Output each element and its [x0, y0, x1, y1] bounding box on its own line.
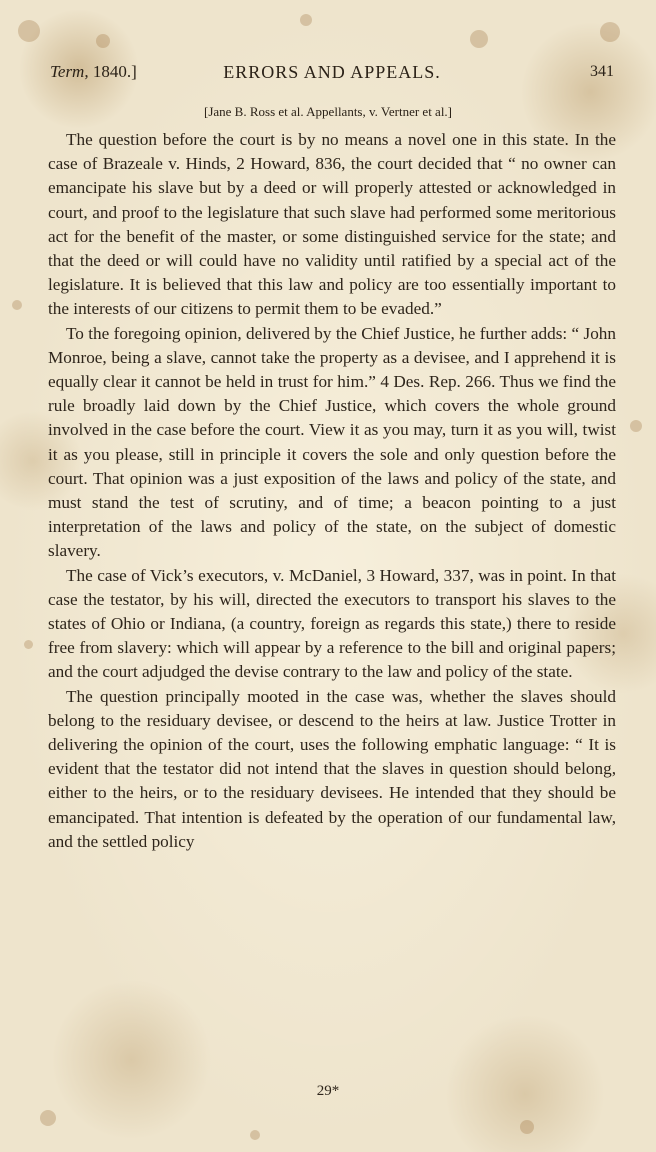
foxing-spot: [470, 30, 488, 48]
foxing-spot: [250, 1130, 260, 1140]
paragraph: The question principally mooted in the case was, whether the slaves should belong to the residuary devisee, or descend to the heirs at law. Justice Trotter in delivering the opinion of the court, uses the following emphatic language: “ It is evident that the testator did not intend that the slaves in question should belong, either to the heirs, or to the residuary devisees. He intended that they should be emancipated. That intention is defeated by the operation of our fundamental law, and the settled policy: [48, 686, 616, 851]
signature-mark: 29*: [316, 1083, 340, 1099]
paragraph: The case of Vick’s executors, v. McDaniel, 3 Howard, 337, was in point. In that case the testator, by his will, directed the executors to transport his slaves to the states of Ohio or Indiana, (a country, foreign as regards this state,) there to reside free from slavery: which will appear by a reference to the bill and original papers; and the court adjudged the devise contrary to the law and policy of the state.: [48, 565, 616, 682]
paragraph: The question before the court is by no means a novel one in this state. In the case of Brazeale v. Hinds, 2 Howard, 836, the court decided that “ no owner can emancipate his slave but by a deed or will properly attested or acknowledged in court, and proof to the legislature that such slave had performed some meritorious act for the benefit of the master, or some distinguished service for the state; and that the deed or will could have no validity until ratified by a special act of the legislature. It is believed that this law and policy are too essentially important to the interests of our citizens to permit them to be evaded.”: [48, 130, 616, 319]
body-text: [48, 128, 616, 854]
foxing-spot: [40, 1110, 56, 1126]
header-term: Term, 1840.]: [50, 62, 137, 81]
foxing-spot: [600, 22, 620, 42]
case-caption: [Jane B. Ross et al. Appellants, v. Vertner et al.]: [203, 104, 453, 119]
foxing-spot: [96, 34, 110, 48]
running-header: [50, 62, 614, 86]
page-number: 341: [590, 63, 614, 80]
foxing-spot: [520, 1120, 534, 1134]
foxing-spot: [12, 300, 22, 310]
foxing-spot: [18, 20, 40, 42]
foxing-spot: [300, 14, 312, 26]
header-title: ERRORS AND APPEALS.: [223, 62, 441, 82]
paragraph: To the foregoing opinion, delivered by the Chief Justice, he further adds: “ John Monroe, being a slave, cannot take the property as a devisee, and I apprehend it is equally clear it cannot be held in trust for him.” 4 Des. Rep. 266. Thus we find the rule broadly laid down by the Chief Justice, which covers the whole ground involved in the case before the court. View it as you may, turn it as you will, twist it as you please, still in principle it covers the sole and only question before the court. That opinion was a just exposition of the laws and policy of the state, and must stand the test of scrutiny, and of time; a beacon pointing to a just interpretation of the laws and policy of the state, on the subject of domestic slavery.: [48, 323, 616, 561]
foxing-spot: [630, 420, 642, 432]
foxing-spot: [24, 640, 33, 649]
